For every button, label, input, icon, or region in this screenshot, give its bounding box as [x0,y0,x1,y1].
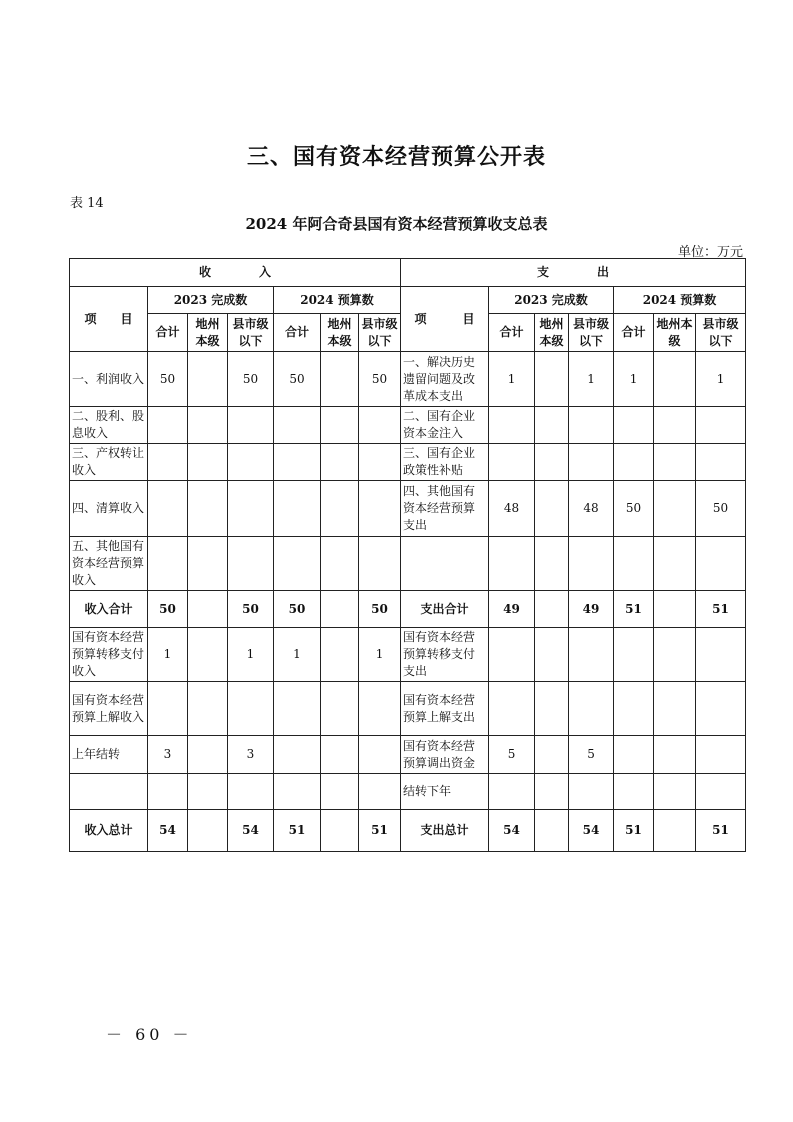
income-value-cell [228,774,274,810]
expense-value-cell [535,481,569,537]
expense-value-cell [535,591,569,628]
expense-item-cell: 结转下年 [401,774,489,810]
expense-item-cell [401,537,489,591]
expense-value-cell: 51 [696,591,746,628]
expense-item-cell: 四、其他国有资本经营预算支出 [401,481,489,537]
expense-value-cell [535,628,569,682]
income-value-cell: 1 [274,628,321,682]
income-value-cell: 50 [148,352,188,407]
income-item-cell: 一、利润收入 [70,352,148,407]
expense-value-cell [654,352,696,407]
income-value-cell [321,774,359,810]
expense-value-cell [569,682,614,736]
expense-value-cell: 49 [489,591,535,628]
income-value-cell [359,537,401,591]
col-county: 县市级以下 [696,314,746,352]
income-item-cell: 上年结转 [70,736,148,774]
expense-value-cell [696,444,746,481]
income-value-cell [321,444,359,481]
expense-value-cell: 50 [614,481,654,537]
expense-item-cell: 国有资本经营预算上解支出 [401,682,489,736]
income-value-cell: 50 [274,591,321,628]
income-item-cell: 三、产权转让收入 [70,444,148,481]
expense-value-cell [535,444,569,481]
income-2023-header: 2023 完成数 [148,287,274,314]
expense-value-cell [614,537,654,591]
income-value-cell [359,481,401,537]
table-row [70,481,746,537]
expense-value-cell [489,407,535,444]
expense-value-cell: 51 [696,810,746,852]
income-value-cell [274,736,321,774]
expense-item-cell: 三、国有企业政策性补贴 [401,444,489,481]
income-value-cell [148,682,188,736]
income-value-cell [321,407,359,444]
header-row-2 [70,287,746,314]
income-value-cell: 1 [359,628,401,682]
income-value-cell [188,774,228,810]
expense-value-cell [614,682,654,736]
income-item-cell: 五、其他国有资本经营预算收入 [70,537,148,591]
income-value-cell [321,736,359,774]
income-value-cell [359,444,401,481]
income-value-cell [228,537,274,591]
expense-value-cell [569,444,614,481]
expense-value-cell [696,407,746,444]
income-value-cell [274,537,321,591]
expense-value-cell [489,628,535,682]
expense-value-cell [489,682,535,736]
expense-value-cell [654,481,696,537]
income-value-cell [188,591,228,628]
income-value-cell [274,407,321,444]
income-value-cell: 1 [148,628,188,682]
expense-value-cell [654,537,696,591]
expense-value-cell [654,628,696,682]
income-value-cell [228,682,274,736]
expense-value-cell [696,537,746,591]
page-title: 三、国有资本经营预算公开表 [246,144,546,170]
col-prefecture: 地州本级 [535,314,569,352]
expense-value-cell [696,628,746,682]
income-item-cell [70,774,148,810]
income-header: 收 入 [70,259,401,287]
income-value-cell [188,628,228,682]
expense-value-cell: 51 [614,810,654,852]
income-value-cell [228,444,274,481]
income-value-cell [321,352,359,407]
expense-value-cell [696,682,746,736]
income-item-cell: 收入总计 [70,810,148,852]
income-value-cell [274,682,321,736]
expense-value-cell [489,537,535,591]
expense-value-cell [569,537,614,591]
expense-value-cell [654,736,696,774]
budget-table [69,258,746,852]
table-row [70,591,746,628]
income-value-cell [274,774,321,810]
expense-value-cell [654,810,696,852]
income-value-cell: 50 [359,352,401,407]
expense-item-cell: 国有资本经营预算转移支付支出 [401,628,489,682]
expense-value-cell [535,810,569,852]
income-value-cell [188,736,228,774]
expense-value-cell [614,407,654,444]
income-value-cell [188,481,228,537]
expense-item-cell: 二、国有企业资本金注入 [401,407,489,444]
income-value-cell: 54 [148,810,188,852]
col-prefecture: 地州本级 [321,314,359,352]
expense-value-cell [654,774,696,810]
expense-item-cell: 支出总计 [401,810,489,852]
table-row [70,628,746,682]
income-value-cell [274,444,321,481]
expense-value-cell: 54 [489,810,535,852]
income-value-cell [188,682,228,736]
income-value-cell [321,537,359,591]
expense-value-cell [614,774,654,810]
income-value-cell: 50 [274,352,321,407]
table-row [70,407,746,444]
income-item-cell: 收入合计 [70,591,148,628]
page-number: － 60 － [106,1025,193,1044]
expense-value-cell [489,444,535,481]
income-value-cell: 51 [359,810,401,852]
col-prefecture: 地州本级 [654,314,696,352]
income-value-cell [274,481,321,537]
expense-value-cell: 54 [569,810,614,852]
income-value-cell [148,444,188,481]
expense-value-cell: 48 [569,481,614,537]
expense-value-cell [654,407,696,444]
expense-2023-header: 2023 完成数 [489,287,614,314]
expense-value-cell [654,591,696,628]
income-value-cell: 50 [148,591,188,628]
expense-item-cell: 一、解决历史遗留问题及改革成本支出 [401,352,489,407]
col-total: 合计 [148,314,188,352]
income-value-cell [321,591,359,628]
table-row [70,537,746,591]
col-county: 县市级以下 [569,314,614,352]
table-number: 表 14 [70,196,104,211]
income-value-cell [359,407,401,444]
table-title: 2024 年阿合奇县国有资本经营预算收支总表 [245,215,548,233]
expense-value-cell [535,352,569,407]
income-value-cell [228,481,274,537]
col-prefecture: 地州本级 [188,314,228,352]
expense-value-cell [654,444,696,481]
income-item-cell: 二、股利、股息收入 [70,407,148,444]
income-value-cell [188,444,228,481]
income-value-cell: 50 [228,591,274,628]
income-value-cell: 50 [359,591,401,628]
income-value-cell [359,682,401,736]
income-value-cell [188,352,228,407]
expense-value-cell: 1 [569,352,614,407]
expense-value-cell [535,682,569,736]
col-total: 合计 [274,314,321,352]
expense-value-cell: 1 [614,352,654,407]
income-value-cell [359,774,401,810]
col-total: 合计 [614,314,654,352]
income-value-cell [148,407,188,444]
expense-2024-header: 2024 预算数 [614,287,746,314]
expense-value-cell [535,407,569,444]
table-row [70,774,746,810]
income-value-cell [321,481,359,537]
expense-value-cell [535,774,569,810]
income-item-cell: 国有资本经营预算上解收入 [70,682,148,736]
expense-value-cell: 49 [569,591,614,628]
expense-value-cell: 5 [489,736,535,774]
income-value-cell [321,810,359,852]
col-county: 县市级以下 [359,314,401,352]
expense-value-cell [569,407,614,444]
expense-value-cell [569,628,614,682]
income-value-cell [321,682,359,736]
expense-value-cell [535,736,569,774]
table-row [70,444,746,481]
income-value-cell [148,774,188,810]
expense-value-cell [489,774,535,810]
expense-value-cell [654,682,696,736]
expense-value-cell: 1 [489,352,535,407]
expense-value-cell: 50 [696,481,746,537]
income-value-cell [148,537,188,591]
expense-value-cell [569,774,614,810]
income-value-cell [148,481,188,537]
expense-value-cell [614,736,654,774]
expense-value-cell [535,537,569,591]
table-row [70,810,746,852]
expense-item-header: 项 目 [401,287,489,352]
income-value-cell [359,736,401,774]
income-value-cell [321,628,359,682]
table-row [70,736,746,774]
income-value-cell [188,810,228,852]
expense-value-cell: 51 [614,591,654,628]
income-value-cell [228,407,274,444]
table-row [70,682,746,736]
expense-item-cell: 国有资本经营预算调出资金 [401,736,489,774]
col-county: 县市级以下 [228,314,274,352]
income-value-cell [188,407,228,444]
income-item-cell: 国有资本经营预算转移支付收入 [70,628,148,682]
income-item-header: 项 目 [70,287,148,352]
expense-value-cell [696,774,746,810]
income-value-cell: 3 [148,736,188,774]
income-item-cell: 四、清算收入 [70,481,148,537]
income-value-cell: 1 [228,628,274,682]
table-row [70,352,746,407]
expense-item-cell: 支出合计 [401,591,489,628]
expense-header: 支 出 [401,259,746,287]
col-total: 合计 [489,314,535,352]
expense-value-cell [614,444,654,481]
income-value-cell: 51 [274,810,321,852]
income-2024-header: 2024 预算数 [274,287,401,314]
expense-value-cell [696,736,746,774]
expense-value-cell: 48 [489,481,535,537]
expense-value-cell: 1 [696,352,746,407]
expense-value-cell [614,628,654,682]
income-value-cell: 50 [228,352,274,407]
income-value-cell: 3 [228,736,274,774]
income-value-cell: 54 [228,810,274,852]
income-value-cell [188,537,228,591]
header-row-1 [70,259,746,287]
unit-label: 单位：万元 [677,245,743,260]
expense-value-cell: 5 [569,736,614,774]
